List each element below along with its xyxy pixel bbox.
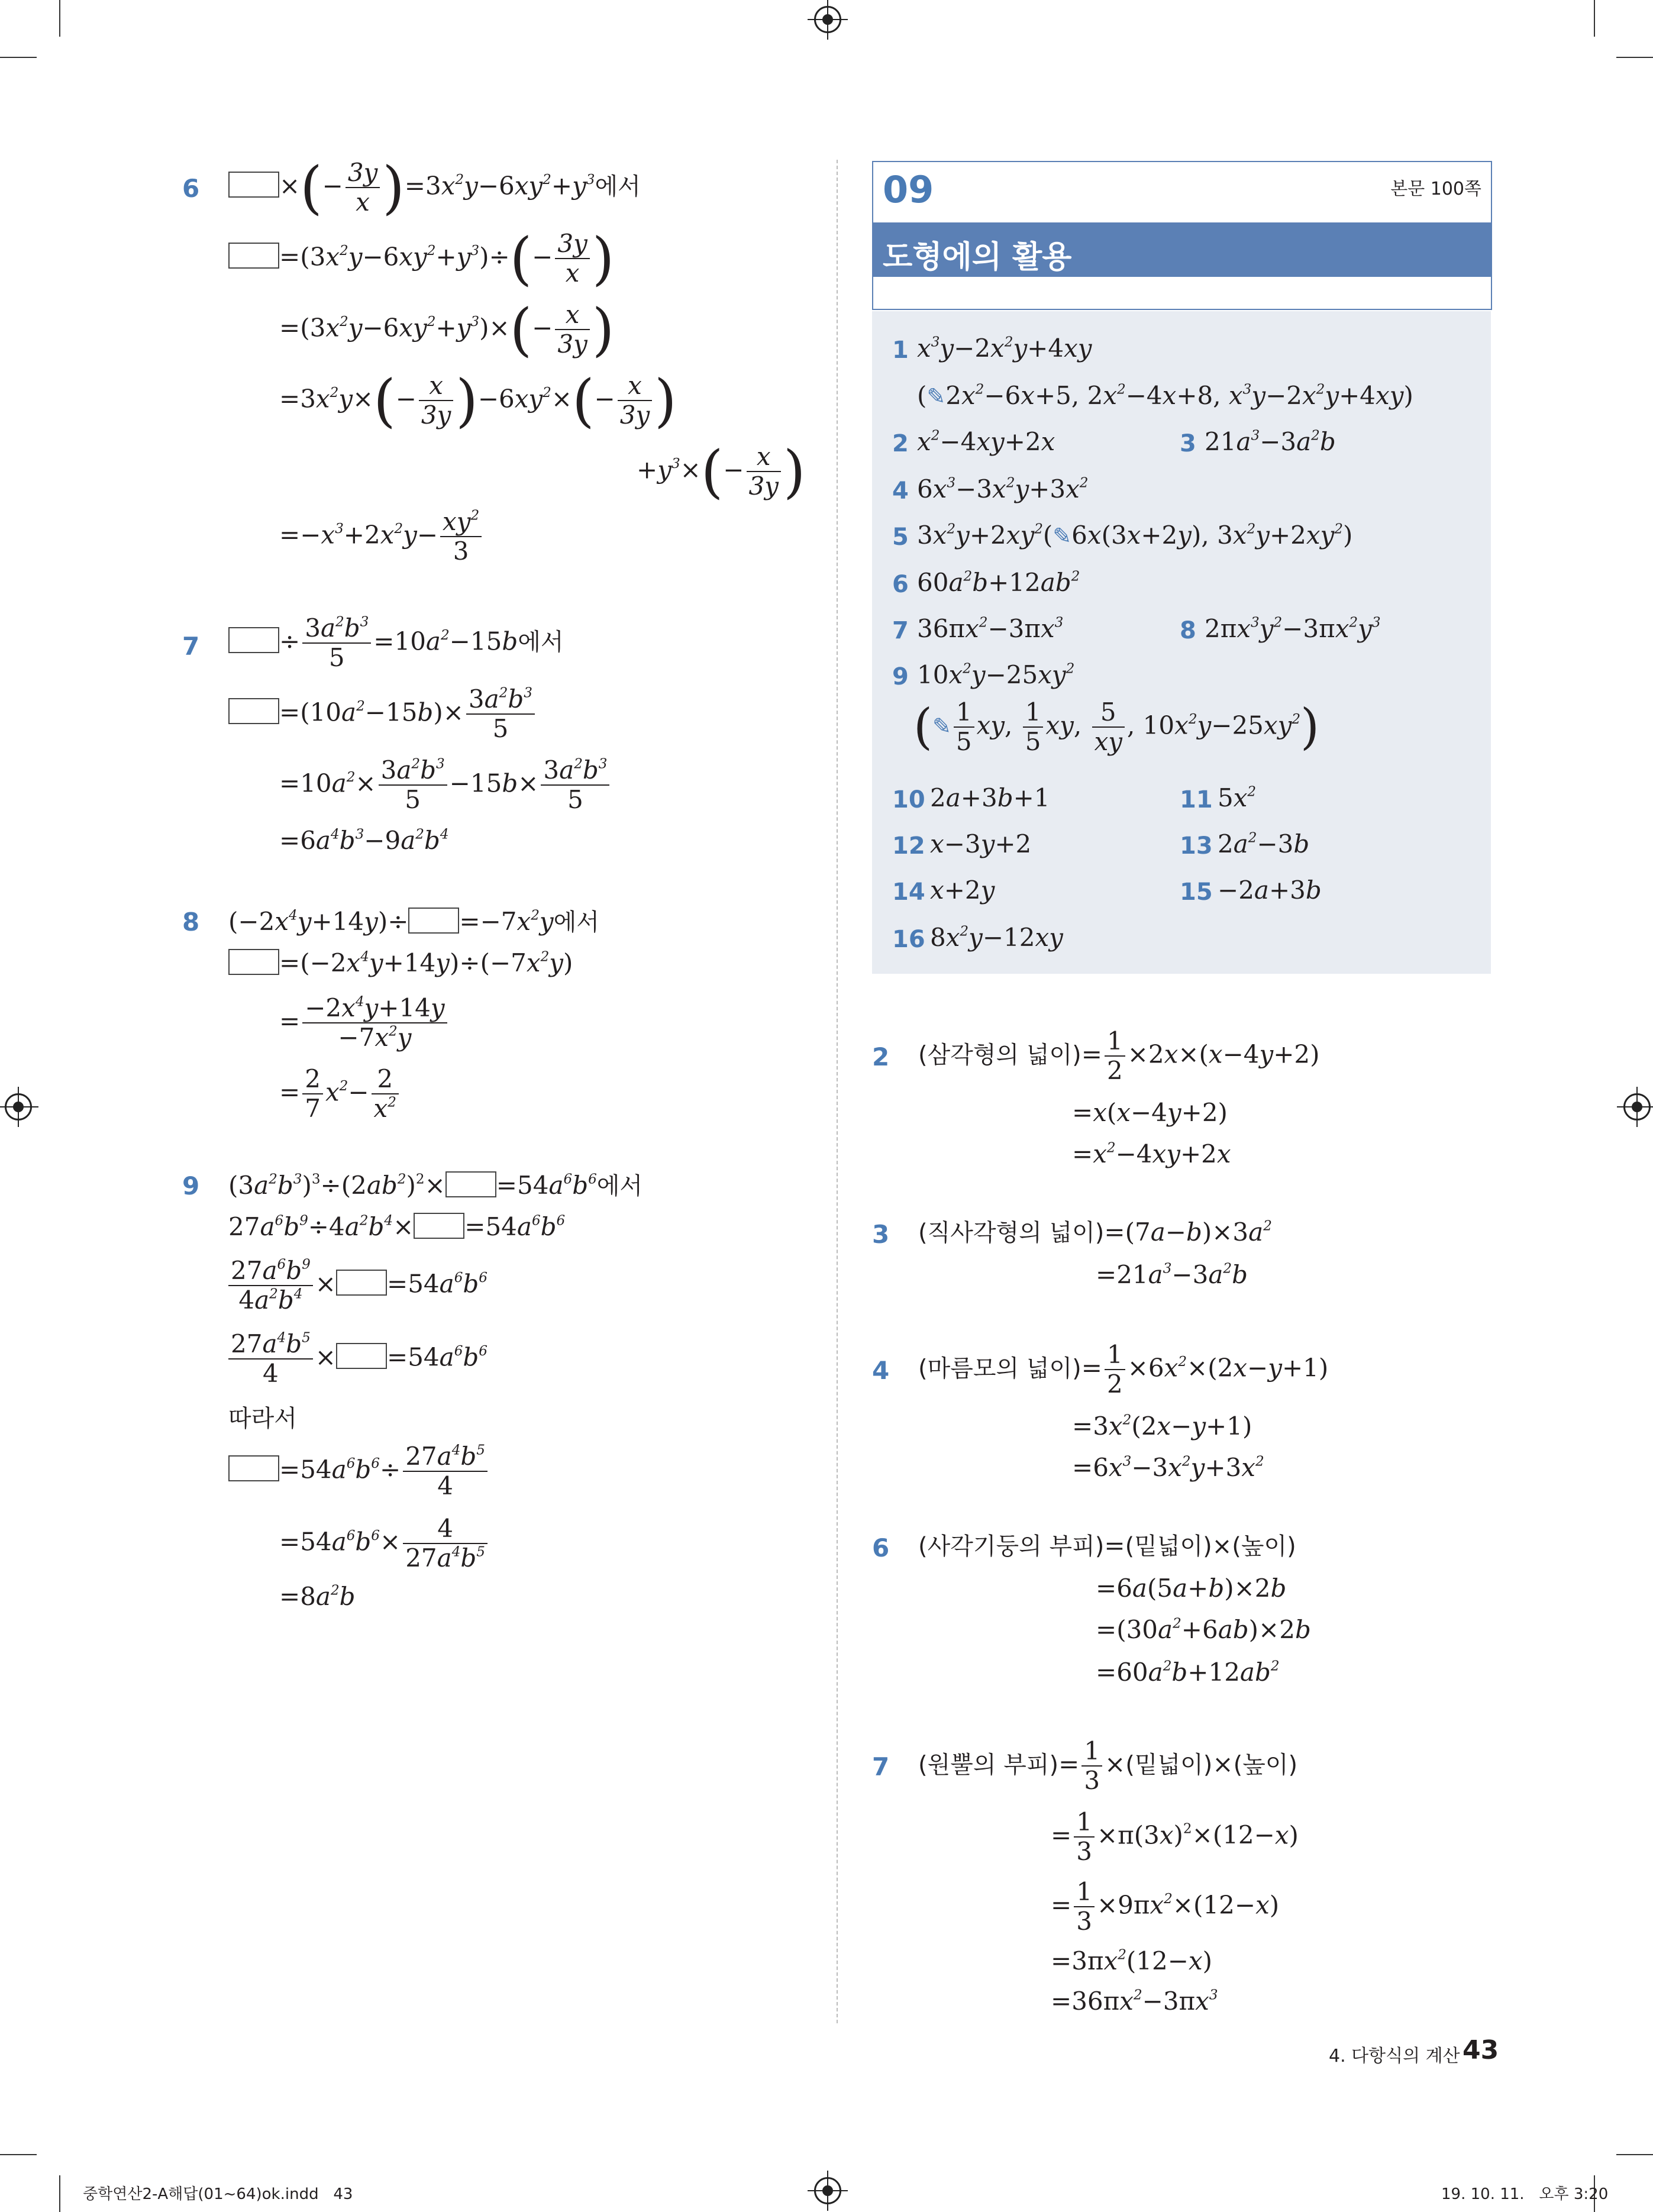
equation-line: $=60a^2b+12ab^2$ xyxy=(1096,1658,1280,1687)
equation-line: = $\frac{-2x^4y+14y}{-7x^2y}$ xyxy=(279,994,450,1052)
equation-line: (사각기둥의 부피)=(밑넓이)×(높이) xyxy=(918,1531,1296,1560)
answer-number: 5 xyxy=(892,524,909,551)
equation-line: $(3a^2b^3)^3\div(2ab^2)^2\times =54a^6b^6$에서 xyxy=(228,1171,643,1200)
equation-line: $=-x^3+2x^2y-$ $\frac{xy^2}{3}$ xyxy=(279,508,484,566)
answer-number: 1 xyxy=(892,337,909,364)
answer-1: $x^3y-2x^2y+4xy$ xyxy=(917,334,1092,363)
answer-number: 2 xyxy=(892,430,909,457)
equation-line: $=3\pi x^2(12-x)$ xyxy=(1051,1946,1213,1975)
equation-line: $=(3x^2y-6xy^2+y^3)\times(-$ $\frac{x}{3y}$ ) xyxy=(279,296,615,363)
blank-box xyxy=(228,243,279,269)
equation-line: $=10a^2\times$ $\frac{3a^2b^3}{5}$ −15b× $\frac{3a^2b^3}{5}$ xyxy=(279,756,612,815)
answer-7: $36\pi x^2-3\pi x^3$ xyxy=(917,614,1064,643)
answer-number: 13 xyxy=(1180,832,1213,860)
answer-16: $8x^2y-12xy$ xyxy=(930,923,1063,952)
answer-2: $x^2-4xy+2x$ xyxy=(917,427,1055,456)
registration-mark xyxy=(814,6,841,33)
pencil-icon: ✎ xyxy=(932,713,951,740)
answer-box xyxy=(872,311,1491,974)
problem-number: 3 xyxy=(872,1220,890,1249)
equation-line: $\frac{27a^6b^9}{4a^2b^4}$ × $=54a^6b^6$ xyxy=(228,1257,487,1315)
problem-number: 2 xyxy=(872,1042,890,1071)
answer-number: 12 xyxy=(892,832,925,860)
file-name: 중학연산2-A해답(01~64)ok.indd 43 xyxy=(83,2185,353,2203)
equation-line: = $\frac{2}{7}$ $x^2-$ $\frac{2}{x^2}$ xyxy=(279,1065,401,1123)
equation-line: $=(10a^2-15b)\times$ $\frac{3a^2b^3}{5}$ xyxy=(228,685,537,744)
equation-line: $27a^6b^9\div 4a^2b^4\times =54a^6b^6$ xyxy=(228,1212,566,1241)
problem-number: 9 xyxy=(182,1171,200,1200)
answer-number: 8 xyxy=(1180,617,1196,644)
answer-5: $3x^2y+2xy^2(✎6x(3x+2y)$, $3x^2y+2xy^2$) xyxy=(917,521,1353,550)
crop-mark xyxy=(0,57,37,58)
answer-number: 6 xyxy=(892,571,909,598)
equation-line: = $\frac{1}{3}$ $\times 9\pi x^2\times(12-x)$ xyxy=(1051,1877,1280,1936)
blank-box xyxy=(408,908,459,934)
answer-number: 4 xyxy=(892,477,909,505)
equation-line: =x(x−4y+2) xyxy=(1072,1098,1228,1127)
column-divider xyxy=(837,160,838,2023)
answer-number: 9 xyxy=(892,663,909,690)
problem-number: 7 xyxy=(872,1752,890,1781)
equation-line: $=(3x^2y-6xy^2+y^3)\div(-$ $\frac{3y}{x}$ ) xyxy=(228,230,614,288)
answer-9-hint: (✎ $\frac{1}{5}$ xy, $\frac{1}{5}$ xy, $\frac{5}{xy}$ , $10x^2y-25xy^2$) xyxy=(913,697,1320,757)
section-header xyxy=(872,161,1492,310)
equation-line: (직사각형의 넓이)$=(7a-b)\times 3a^2$ xyxy=(918,1218,1272,1247)
answer-14: x+2y xyxy=(930,876,995,905)
answer-number: 15 xyxy=(1180,879,1213,906)
crop-mark xyxy=(1594,0,1595,37)
pencil-icon: ✎ xyxy=(1053,523,1072,549)
problem-number: 4 xyxy=(872,1356,890,1385)
answer-number: 7 xyxy=(892,617,909,644)
registration-mark xyxy=(1623,1093,1651,1120)
answer-number: 10 xyxy=(892,786,925,813)
answer-12: x−3y+2 xyxy=(930,829,1032,858)
section-title-bar xyxy=(873,222,1491,277)
equation-line: = $\frac{1}{3}$ $\times\pi(3x)^2\times(12-x)$ xyxy=(1051,1807,1299,1867)
equation-line: $\frac{27a^4b^5}{4}$ × $=54a^6b^6$ xyxy=(228,1330,487,1388)
answer-number: 11 xyxy=(1180,786,1213,813)
equation-line: $=8a^2b$ xyxy=(279,1582,356,1611)
blank-box xyxy=(336,1270,387,1296)
blank-box xyxy=(336,1343,387,1369)
answer-1-hint: ($✎2x^2-6x+5$, $2x^2-4x+8$, $x^3y-2x^2y+4xy$) xyxy=(917,381,1413,410)
page-reference: 본문 100쪽 xyxy=(1390,179,1481,199)
equation-line: $=x^2-4xy+2x$ xyxy=(1072,1139,1231,1168)
pencil-icon: ✎ xyxy=(926,383,946,409)
equation-line: $=(30a^2+6ab)\times 2b$ xyxy=(1096,1615,1311,1644)
answer-10: 2a+3b+1 xyxy=(930,783,1050,812)
blank-box xyxy=(228,172,279,198)
equation-line: (원뿔의 부피)= $\frac{1}{3}$ ×(밑넓이)×(높이) xyxy=(918,1736,1298,1796)
answer-number: 14 xyxy=(892,879,925,906)
answer-4: $6x^3-3x^2y+3x^2$ xyxy=(917,474,1089,503)
equation-line: $=3x^2y\times(-$ $\frac{x}{3y}$ )$-6xy^2\times(-$ $\frac{x}{3y}$ ) xyxy=(279,367,677,434)
answer-15: −2a+3b xyxy=(1218,876,1322,905)
answer-9: $10x^2y-25xy^2$ xyxy=(917,660,1075,689)
crop-mark xyxy=(1616,57,1653,58)
page-number: 43 xyxy=(1462,2035,1499,2065)
equation-line: (마름모의 넓이)= $\frac{1}{2}$ $\times 6x^2\times(2x-y+1)$ xyxy=(918,1340,1329,1399)
registration-mark xyxy=(5,1093,32,1120)
blank-box xyxy=(228,698,279,724)
equation-line: =6a(5a+b)×2b xyxy=(1096,1574,1287,1603)
chapter-label: 4. 다항식의 계산 xyxy=(1329,2046,1460,2066)
blank-box xyxy=(445,1171,496,1197)
blank-box xyxy=(414,1213,464,1239)
equation-line: $=36\pi x^2-3\pi x^3$ xyxy=(1051,1987,1218,2016)
answer-13: $2a^2-3b$ xyxy=(1218,829,1310,858)
problem-number: 7 xyxy=(182,632,200,661)
section-number: 09 xyxy=(883,168,934,211)
crop-mark xyxy=(59,2175,60,2212)
print-datetime: 19. 10. 11. 오후 3:20 xyxy=(1441,2185,1609,2203)
answer-3: $21a^3-3a^2b$ xyxy=(1205,427,1336,456)
equation-line: $(-2x^4y+14y)\div =-7x^2y$에서 xyxy=(228,907,599,936)
equation-line: $=6a^4b^3-9a^2b^4$ xyxy=(279,826,449,855)
blank-box xyxy=(228,1455,279,1481)
equation-line: $=54a^6b^6\div$ $\frac{27a^4b^5}{4}$ xyxy=(228,1442,490,1501)
equation-line: $+y^3\times(-$ $\frac{x}{3y}$ ) xyxy=(637,438,806,505)
problem-number: 8 xyxy=(182,908,200,937)
therefore-text: 따라서 xyxy=(228,1405,297,1432)
equation-line: (삼각형의 넓이)= $\frac{1}{2}$ ×2x×(x−4y+2) xyxy=(918,1026,1320,1086)
equation-line: ÷ $\frac{3a^2b^3}{5}$ $=10a^2-15b$에서 xyxy=(228,614,563,673)
answer-11: $5x^2$ xyxy=(1218,783,1257,812)
problem-number: 6 xyxy=(872,1533,890,1562)
equation-line: ×(− $\frac{3y}{x}$ )$=3x^2y-6xy^2+y^3$에서 xyxy=(228,159,641,217)
answer-6: $60a^2b+12ab^2$ xyxy=(917,568,1080,597)
equation-line: $=6x^3-3x^2y+3x^2$ xyxy=(1072,1453,1264,1482)
blank-box xyxy=(228,627,279,653)
problem-number: 6 xyxy=(182,174,200,203)
answer-number: 16 xyxy=(892,926,925,953)
blank-box xyxy=(228,949,279,975)
equation-line: $=54a^6b^6\times$ $\frac{4}{27a^4b^5}$ xyxy=(279,1515,490,1573)
section-title: 도형에의 활용 xyxy=(883,240,1072,275)
crop-mark xyxy=(0,2154,37,2155)
answer-8: $2\pi x^3y^2-3\pi x^2y^3$ xyxy=(1205,614,1381,643)
equation-line: $=3x^2(2x-y+1)$ xyxy=(1072,1412,1252,1441)
equation-line: $=(-2x^4y+14y)\div(-7x^2y)$ xyxy=(228,949,573,976)
crop-mark xyxy=(1616,2154,1653,2155)
crop-mark xyxy=(59,0,60,37)
registration-mark xyxy=(814,2177,841,2204)
equation-line: $=21a^3-3a^2b$ xyxy=(1096,1260,1248,1289)
answer-number: 3 xyxy=(1180,430,1196,457)
